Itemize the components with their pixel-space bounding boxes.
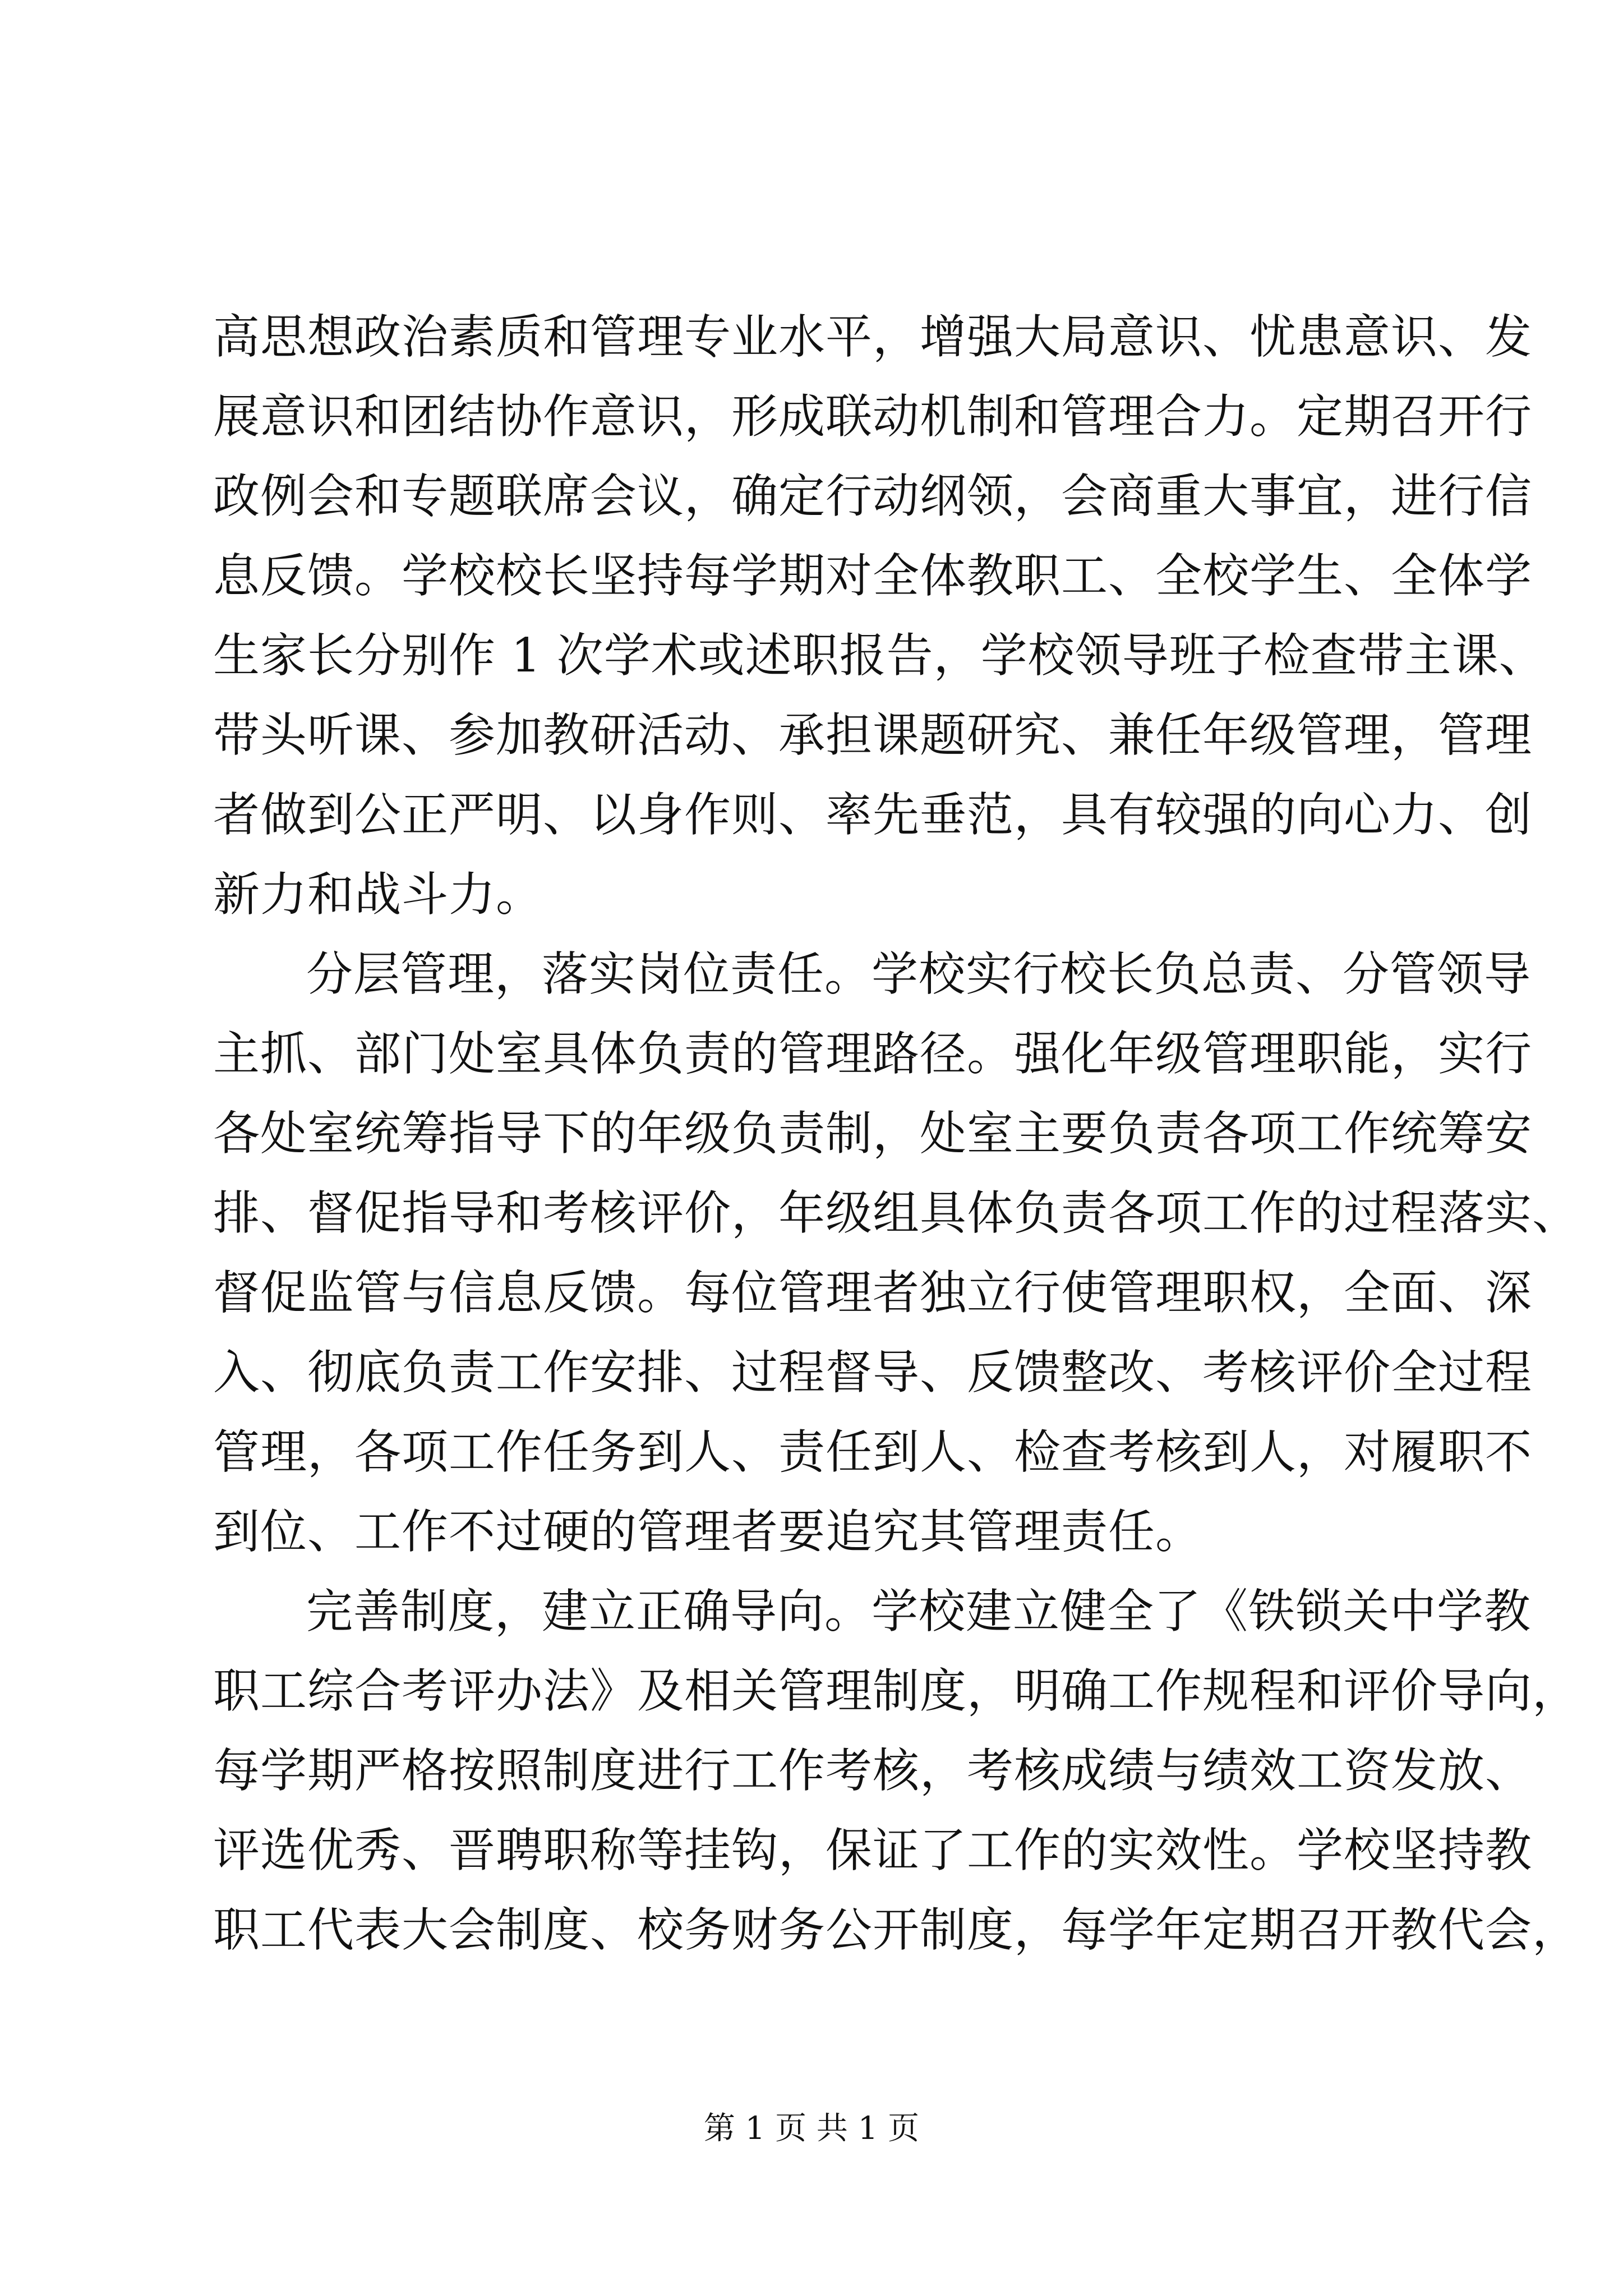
text-line: 每学期严格按照制度进行工作考核，考核成绩与绩效工资发放、 <box>213 1743 1532 1798</box>
page-number-footer: 第 1 页 共 1 页 <box>703 2110 920 2147</box>
text-line: 高思想政治素质和管理专业水平，增强大局意识、忧患意识、发 <box>213 310 1532 364</box>
text-line: 入、彻底负责工作安排、过程督导、反馈整改、考核评价全过程 <box>213 1345 1532 1400</box>
text-line: 排、督促指导和考核评价，年级组具体负责各项工作的过程落实、 <box>213 1186 1579 1240</box>
text-line: 职工代表大会制度、校务财务公开制度，每学年定期召开教代会， <box>213 1903 1579 1957</box>
paragraph-1 <box>213 297 1546 935</box>
text-line: 主抓、部门处室具体负责的管理路径。强化年级管理职能，实行 <box>213 1027 1532 1081</box>
text-line: 展意识和团结协作意识，形成联动机制和管理合力。定期召开行 <box>213 389 1532 444</box>
text-line: 分层管理，落实岗位责任。学校实行校长负总责、分管领导 <box>306 947 1531 1001</box>
document-body <box>213 297 1579 1970</box>
text-line: 管理，各项工作任务到人、责任到人、检查考核到人，对履职不 <box>213 1425 1532 1479</box>
text-line: 完善制度，建立正确导向。学校建立健全了《铁锁关中学教 <box>306 1584 1531 1639</box>
text-line: 息反馈。学校校长坚持每学期对全体教职工、全校学生、全体学 <box>213 549 1532 603</box>
text-line: 各处室统筹指导下的年级负责制，处室主要负责各项工作统筹安 <box>213 1106 1532 1161</box>
paragraph-2 <box>213 935 1579 1572</box>
text-line: 生家长分别作 1 次学术或述职报告，学校领导班子检查带主课、 <box>213 628 1546 683</box>
text-line: 督促监管与信息反馈。每位管理者独立行使管理职权，全面、深 <box>213 1266 1532 1320</box>
text-line: 评选优秀、晋聘职称等挂钩，保证了工作的实效性。学校坚持教 <box>213 1823 1532 1878</box>
paragraph-3 <box>213 1572 1579 1970</box>
text-line: 到位、工作不过硬的管理者要追究其管理责任。 <box>213 1504 1202 1559</box>
text-line: 者做到公正严明、以身作则、率先垂范，具有较强的向心力、创 <box>213 788 1532 842</box>
text-line: 政例会和专题联席会议，确定行动纲领，会商重大事宜，进行信 <box>213 469 1532 523</box>
text-line: 带头听课、参加教研活动、承担课题研究、兼任年级管理，管理 <box>213 708 1532 762</box>
text-line: 新力和战斗力。 <box>213 867 543 922</box>
text-line: 职工综合考评办法》及相关管理制度，明确工作规程和评价导向， <box>213 1664 1579 1718</box>
